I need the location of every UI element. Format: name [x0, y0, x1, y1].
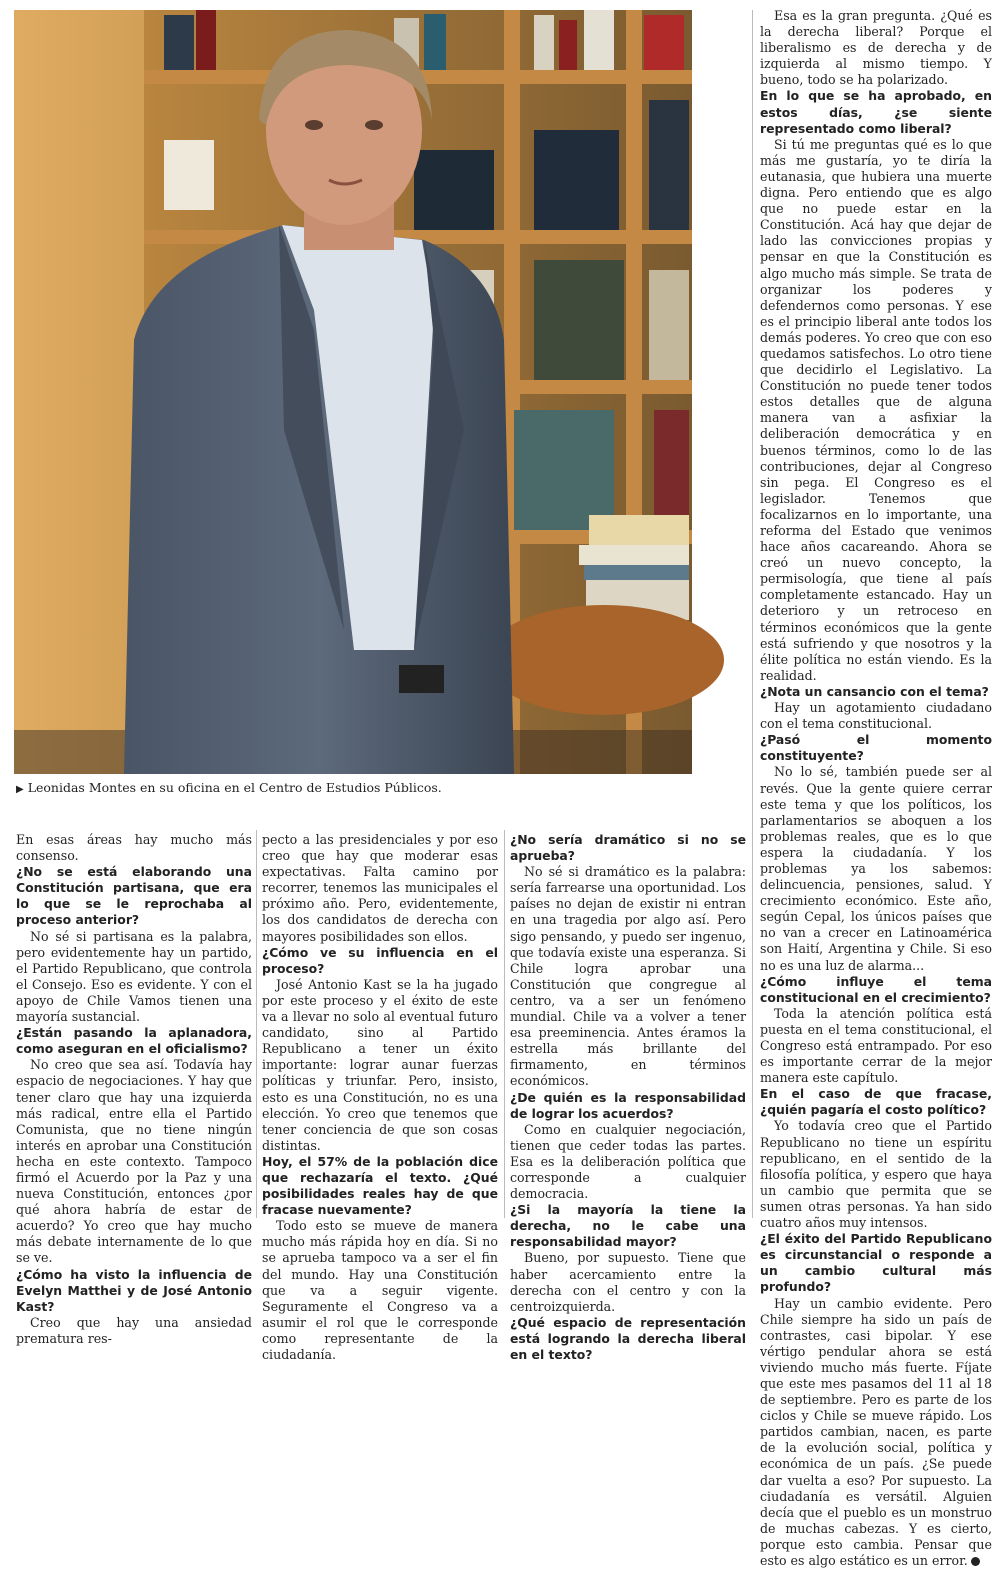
- interview-answer: pecto a las presidenciales y por eso creo que hay que moderar esas expectativas. Falta camino por recorrer, tenemos las municipales el próximo año. Pero, evidentemente, los dos candidatos de derecha con mayores posibilidades son ellos.: [262, 832, 498, 945]
- interview-answer: No creo que sea así. Todavía hay espacio de negociaciones. Y hay que tener claro que hay una izquierda más radical, entre ella el Partido Comunista, que no tiene ningún interés en aprobar una Constitución hecha en este contexto. Tampoco firmó el Acuerdo por la Paz y una nueva Constitución, entonces ¿por qué ahora habría de estar de acuerdo? Yo creo que hay mucho más debate internamente de lo que se ve.: [16, 1057, 252, 1266]
- column-divider: [256, 830, 257, 1218]
- photo-illustration: [14, 10, 692, 774]
- interview-question: ¿Cómo ve su influencia en el proceso?: [262, 945, 498, 977]
- column-divider: [504, 830, 505, 1218]
- interview-question: ¿No se está elaborando una Constitución partisana, que era lo que se le reprochaba al proceso anterior?: [16, 864, 252, 928]
- interview-question: ¿Pasó el momento constituyente?: [760, 732, 992, 764]
- interview-photo: [14, 10, 692, 774]
- interview-answer: No sé si dramático es la palabra: sería farrearse una oportunidad. Los países no dejan de existir ni entran en una tragedia por algo así. Pero sigo pensando, y puedo ser ingenuo, que todavía existe una esperanza. Si Chile logra aprobar una Constitución que congregue al centro, va a ser un fenómeno mundial. Chile va a volver a tener esa preeminencia. Antes éramos la estrella más brillante del firmamento, en términos económicos.: [510, 864, 746, 1089]
- photo-credit: FOTO: ANDRÉS PÉREZ: [696, 710, 705, 807]
- interview-answer: José Antonio Kast se la ha jugado por este proceso y el éxito de este va a llevar no solo al eventual futuro candidato, sino al Partido Republicano a tener un éxito importante: lograr aunar fuerzas políticas y triunfar. Pero, insisto, esto es una Constitución, no es una elección. Yo creo que tenemos que tener conciencia de que son cosas distintas.: [262, 977, 498, 1154]
- text-column-1: [16, 832, 252, 1347]
- interview-question: En el caso de que fracase, ¿quién pagaría el costo político?: [760, 1086, 992, 1118]
- interview-question: En lo que se ha aprobado, en estos días, ¿se siente representado como liberal?: [760, 88, 992, 136]
- photo-caption: [16, 780, 696, 795]
- interview-question: ¿Cómo ha visto la influencia de Evelyn Matthei y de José Antonio Kast?: [16, 1267, 252, 1315]
- column-divider: [752, 10, 753, 1218]
- text-column-4: [760, 8, 992, 1569]
- interview-answer: Si tú me preguntas qué es lo que más me gustaría, yo te diría la eutanasia, que hubiera una muerte digna. Pero entiendo que es algo que no puede estar en la Constitución. Acá hay que dejar de lado las convicciones propias y pensar en que la Constitución es algo mucho más simple. Se trata de organizar los poderes y defendernos como personas. Y ese es el principio liberal ante todos los demás poderes. Yo creo que con eso quedamos satisfechos. Lo otro tiene que decidirlo el Legislativo. La Constitución no puede tener todos estos detalles que de alguna manera van a asfixiar la deliberación democrática y en buenos términos, como lo de las contribuciones, dejar al Congreso sin pega. El Congreso es el legislador. Tenemos que focalizarnos en lo importante, una reforma del Estado que venimos hace años cacareando. Ahora se creó un nuevo concepto, la permisología, que tiene al país completamente estancado. Hay un deterioro y un retroceso en términos económicos que la gente está sufriendo y que nosotros y la élite política no están viendo. Es la realidad.: [760, 137, 992, 684]
- interview-answer: Como en cualquier negociación, tienen que ceder todas las partes. Esa es la deliberación política que corresponde a cualquier democracia.: [510, 1122, 746, 1202]
- caption-arrow-icon: ▶: [16, 784, 24, 795]
- interview-question: ¿Están pasando la aplanadora, como aseguran en el oficialismo?: [16, 1025, 252, 1057]
- interview-answer: Esa es la gran pregunta. ¿Qué es la derecha liberal? Porque el liberalismo es de derecha y de izquierda al mismo tiempo. Y bueno, todo se ha polarizado.: [760, 8, 992, 88]
- interview-answer: Bueno, por supuesto. Tiene que haber acercamiento entre la derecha con el centro y con la centroizquierda.: [510, 1250, 746, 1314]
- interview-question: ¿Si la mayoría la tiene la derecha, no le cabe una responsabilidad mayor?: [510, 1202, 746, 1250]
- interview-answer: Todo esto se mueve de manera mucho más rápida hoy en día. Si no se aprueba tampoco va a ser el fin del mundo. Hay una Constitución que va a seguir vigente. Seguramente el Congreso va a asumir el rol que le corresponde como representante de la ciudadanía.: [262, 1218, 498, 1363]
- interview-question: ¿No sería dramático si no se aprueba?: [510, 832, 746, 864]
- interview-answer: Toda la atención política está puesta en el tema constitucional, el Congreso está entrampado. Por eso es importante cerrar de la mejor manera este capítulo.: [760, 1006, 992, 1086]
- interview-question: Hoy, el 57% de la población dice que rechazaría el texto. ¿Qué posibilidades reales hay de que fracase nuevamente?: [262, 1154, 498, 1218]
- interview-question: ¿El éxito del Partido Republicano es circunstancial o responde a un cambio cultural más profundo?: [760, 1231, 992, 1295]
- interview-answer: Creo que hay una ansiedad prematura res-: [16, 1315, 252, 1347]
- interview-question: ¿Qué espacio de representación está logrando la derecha liberal en el texto?: [510, 1315, 746, 1363]
- interview-answer: En esas áreas hay mucho más consenso.: [16, 832, 252, 864]
- interview-question: ¿De quién es la responsabilidad de lograr los acuerdos?: [510, 1090, 746, 1122]
- interview-question: ¿Nota un cansancio con el tema?: [760, 684, 992, 700]
- interview-answer: Hay un cambio evidente. Pero Chile siempre ha sido un país de contrastes, casi bipolar. Y ese vértigo pendular ahora se está viviendo mucho más fuerte. Fíjate que este mes pasamos del 11 al 18 de septiembre. Pero es parte de los ciclos y Chile se mueve rápido. Los partidos cambian, nacen, es parte de la evolución social, política y económica de un país. ¿Se puede dar vuelta a eso? Por supuesto. La ciudadanía es versátil. Alguien decía que el pueblo es un monstruo de muchas cabezas. Y es cierto, porque esto cambia. Pensar que esto es algo estático es un error.: [760, 1296, 992, 1569]
- text-column-3: [510, 832, 746, 1363]
- text-column-2: [262, 832, 498, 1363]
- interview-answer: Yo todavía creo que el Partido Republicano no tiene un espíritu republicano, en el sentido de la filosofía política, y espero que haya un cambio que permita que se sumen otras personas. Ya han sido cuatro años muy intensos.: [760, 1118, 992, 1231]
- interview-question: ¿Cómo influye el tema constitucional en el crecimiento?: [760, 974, 992, 1006]
- caption-text: Leonidas Montes en su oficina en el Centro de Estudios Públicos.: [28, 780, 442, 795]
- end-mark-icon: [971, 1557, 980, 1566]
- interview-answer: No lo sé, también puede ser al revés. Que la gente quiere cerrar este tema y que los políticos, los parlamentarios se aboquen a los problemas reales, que es lo que espera la ciudadanía. Y los problemas ya los sabemos: delincuencia, pensiones, salud. Y crecimiento económico. Este año, según Cepal, los únicos países que no van a crecer en Latinoamérica son Haití, Argentina y Chile. Si eso no es una luz de alarma...: [760, 764, 992, 973]
- interview-answer: No sé si partisana es la palabra, pero evidentemente hay un partido, el Partido Republicano, que controla el Consejo. Eso es evidente. Y con el apoyo de Chile Vamos tienen una mayoría sustancial.: [16, 929, 252, 1026]
- interview-answer: Hay un agotamiento ciudadano con el tema constitucional.: [760, 700, 992, 732]
